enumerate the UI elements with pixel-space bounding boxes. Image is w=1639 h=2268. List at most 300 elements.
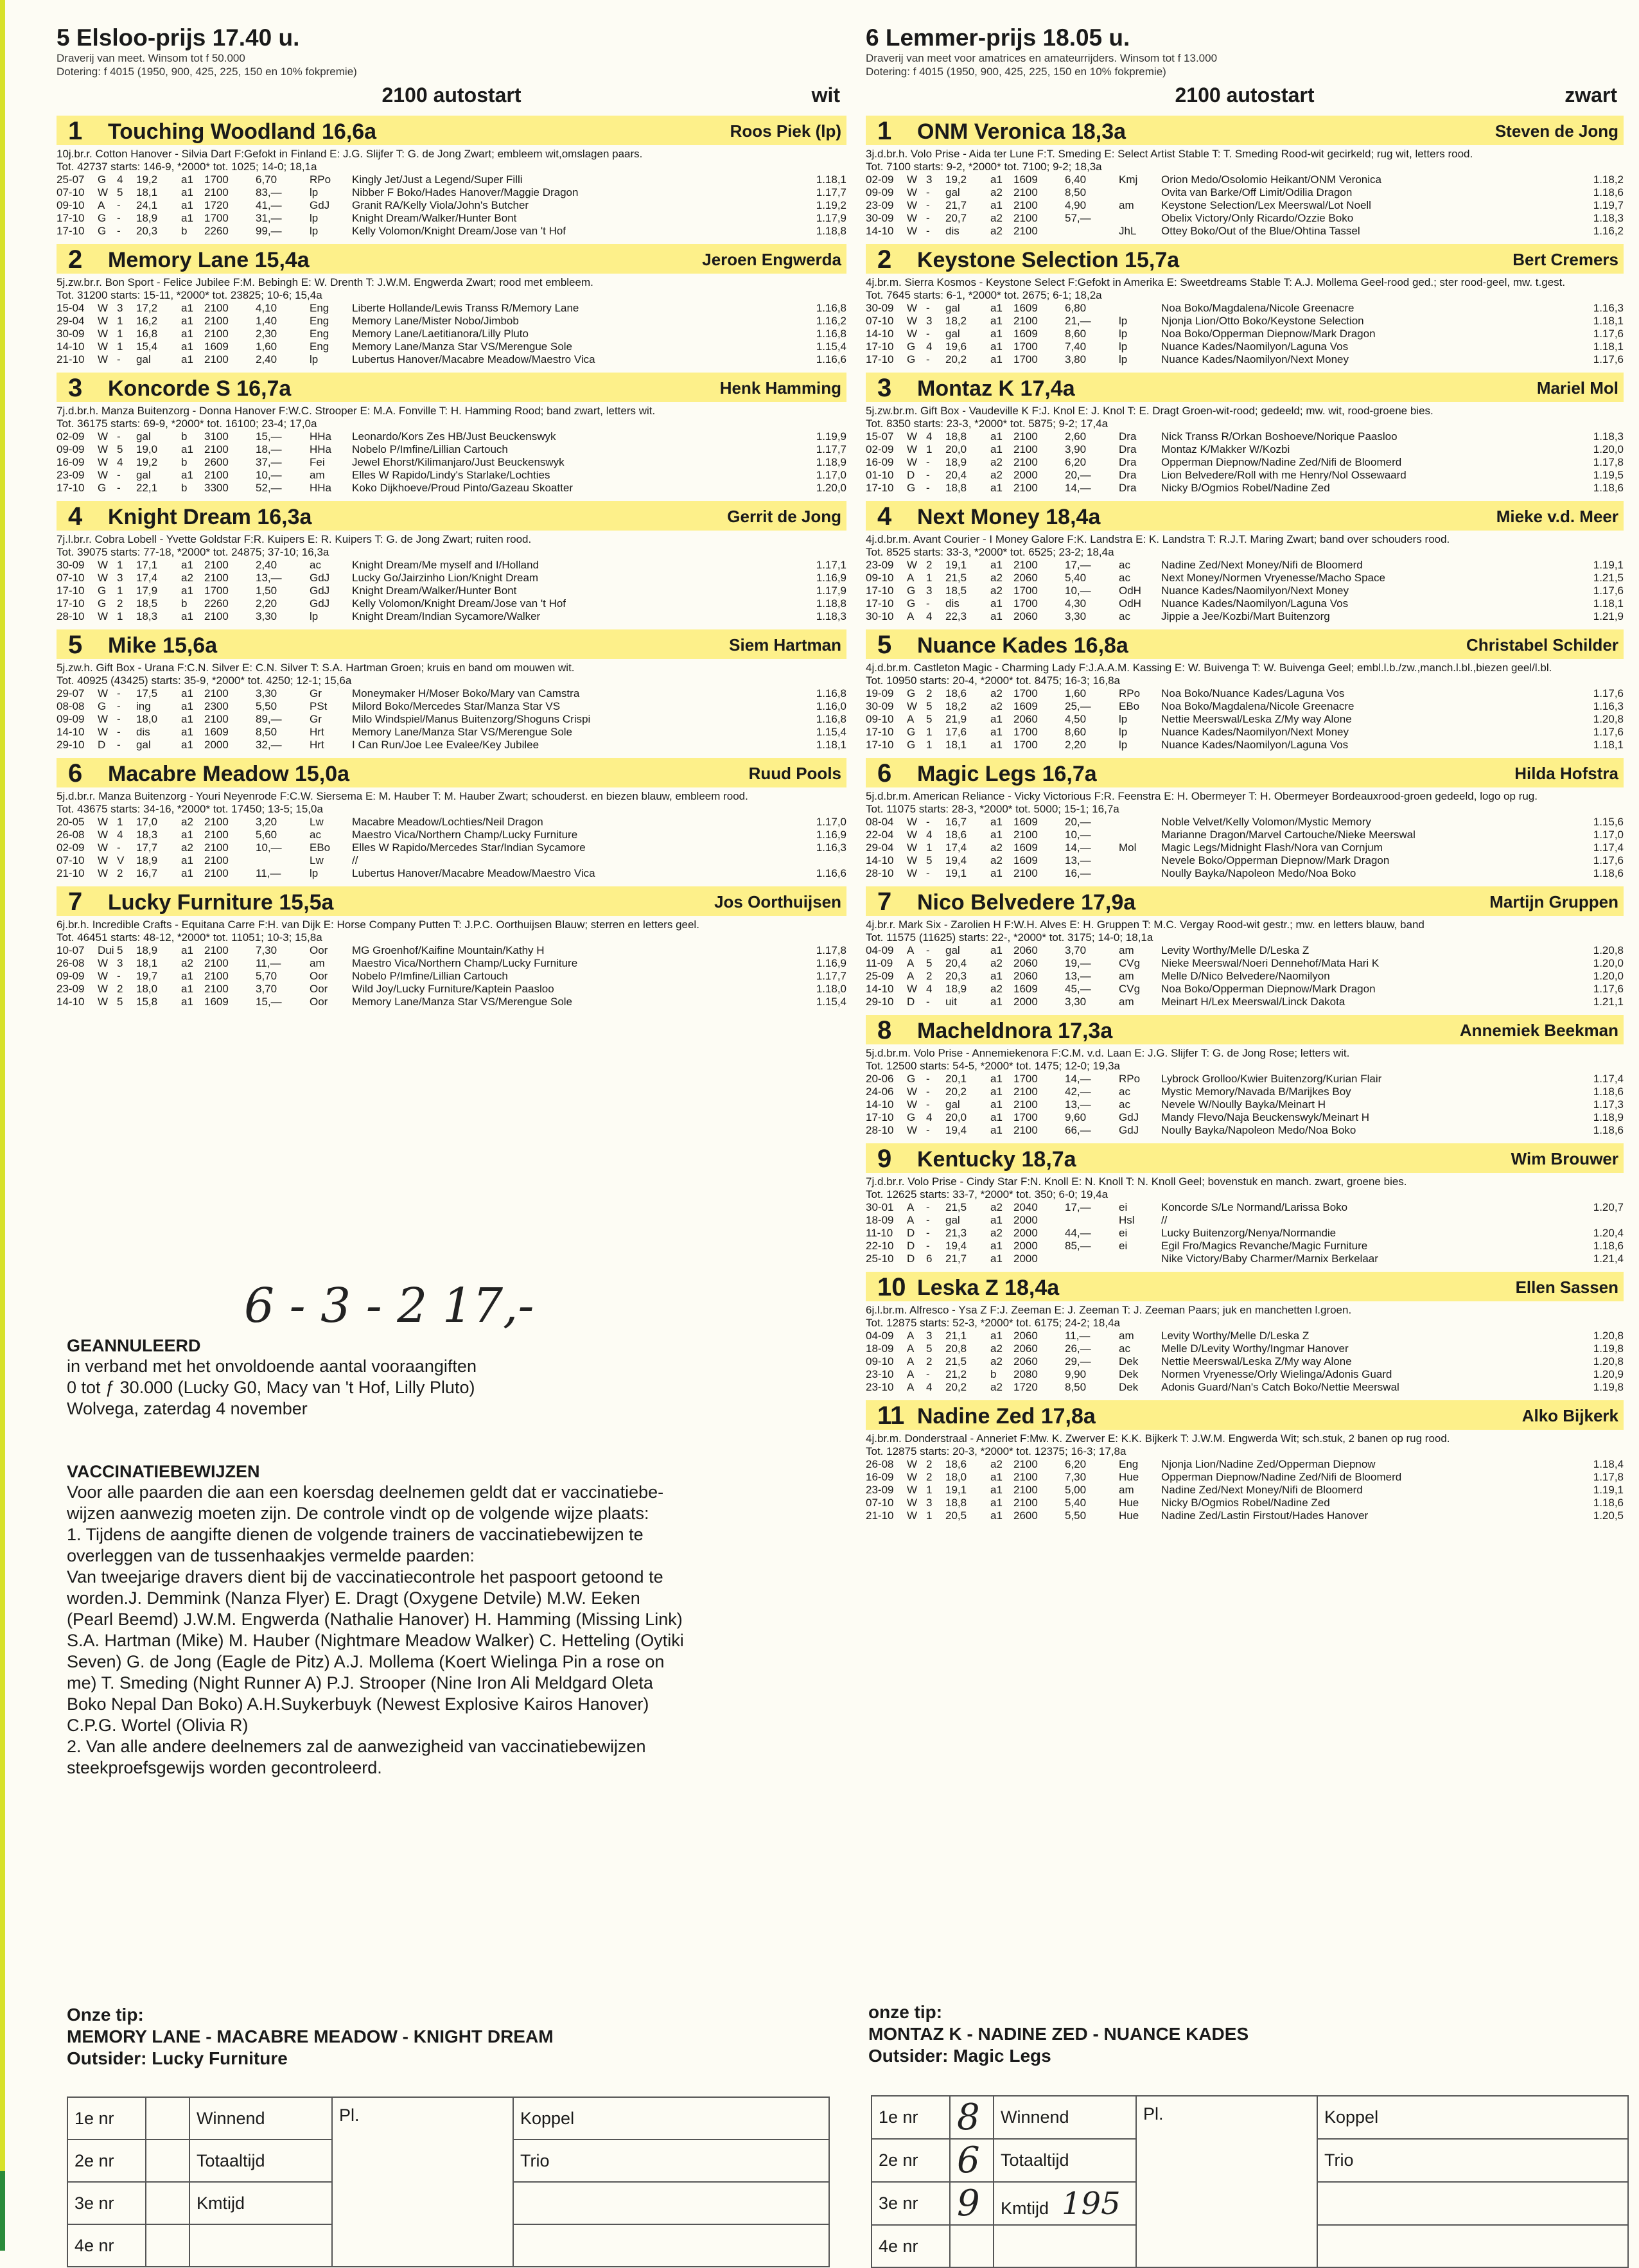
result-driver: Dra	[1119, 430, 1137, 443]
result-record: 1.17,3	[1593, 1098, 1624, 1111]
result-track: W	[98, 841, 109, 854]
result-time: 18,9	[945, 983, 967, 995]
table-row	[57, 867, 846, 880]
result-driver: ac	[1119, 572, 1130, 584]
result-record: 1.19,8	[1593, 1381, 1624, 1393]
handwritten-number: 9	[957, 2183, 980, 2224]
result-time: 18,5	[136, 597, 158, 610]
result-record: 1.18,1	[1593, 597, 1624, 610]
result-record: 1.18,9	[1593, 1111, 1624, 1123]
result-date: 22-10	[866, 1240, 894, 1252]
result-place: 5	[926, 957, 933, 969]
result-odds: 5,50	[1065, 1509, 1087, 1522]
result-driver: lp	[1119, 315, 1128, 327]
result-podium: Nicky B/Ogmios Robel/Nadine Zed	[1161, 1497, 1330, 1509]
grid-cell-nr	[67, 2140, 146, 2182]
result-distance: 2100	[1013, 1458, 1038, 1470]
table-row	[866, 816, 1624, 829]
result-date: 23-10	[866, 1381, 894, 1393]
result-date: 07-10	[57, 854, 85, 866]
tip-heading: onze tip:	[868, 2002, 943, 2022]
result-place: 1	[117, 340, 123, 353]
table-row	[866, 1214, 1624, 1227]
result-place: -	[117, 739, 121, 751]
result-distance: 1700	[1013, 726, 1038, 738]
table-row	[866, 957, 1624, 970]
result-start: a2	[181, 816, 193, 828]
result-record: 1.16,9	[816, 957, 846, 969]
result-record: 1.20,7	[1593, 1201, 1624, 1213]
horse-number: 1	[877, 117, 892, 145]
result-date: 26-08	[866, 1458, 894, 1470]
result-time: 18,6	[945, 1458, 967, 1470]
result-date: 30-09	[866, 302, 894, 314]
result-track: A	[907, 572, 915, 584]
result-track: W	[907, 841, 918, 854]
result-odds: 10,—	[256, 841, 282, 854]
result-time: gal	[945, 1098, 960, 1111]
result-distance: 2100	[1013, 1098, 1038, 1111]
table-row	[866, 829, 1624, 841]
result-track: W	[98, 996, 109, 1008]
result-driver: Dra	[1119, 443, 1137, 455]
results-table	[866, 559, 1624, 623]
result-place: 1	[117, 559, 123, 571]
result-podium: Adonis Guard/Nan's Catch Boko/Nettie Meerswal	[1161, 1381, 1399, 1393]
driver-name: Gerrit de Jong	[727, 507, 841, 526]
result-date: 09-10	[57, 199, 85, 211]
result-start: a2	[990, 585, 1003, 597]
result-place: 6	[926, 1253, 933, 1265]
result-track: W	[907, 816, 918, 828]
result-driver	[1119, 186, 1161, 199]
result-time: 20,2	[945, 353, 967, 365]
result-time: 18,6	[945, 687, 967, 699]
result-grid-left	[67, 2097, 830, 2267]
result-record: 1.17,6	[1593, 353, 1624, 365]
table-row	[866, 970, 1624, 983]
result-start: a1	[181, 996, 193, 1008]
result-time: dis	[945, 597, 960, 610]
result-distance: 2100	[204, 854, 229, 866]
result-podium: Maestro Vica/Northern Champ/Lucky Furniture	[352, 829, 578, 841]
result-distance: 2100	[204, 469, 229, 481]
result-driver	[1119, 867, 1161, 880]
table-row	[57, 597, 846, 610]
result-distance: 1609	[204, 996, 229, 1008]
result-record: 1.16,3	[816, 841, 846, 854]
result-driver: am	[310, 957, 325, 969]
result-time: 18,8	[945, 1497, 967, 1509]
result-record: 1.18,3	[1593, 430, 1624, 443]
result-start: a1	[181, 983, 193, 995]
table-row	[866, 1368, 1624, 1381]
grid-cell-hand	[146, 2224, 189, 2267]
result-record	[789, 854, 846, 867]
result-distance: 2100	[1013, 867, 1038, 879]
result-place: -	[926, 1214, 930, 1226]
horse-entry	[866, 629, 1624, 752]
result-distance: 2100	[204, 572, 229, 584]
grid-cell-bet	[189, 2224, 332, 2267]
result-distance: 1700	[204, 585, 229, 597]
result-track: W	[98, 687, 109, 699]
result-distance: 2100	[204, 970, 229, 982]
result-time: gal	[136, 430, 151, 443]
result-place: -	[926, 212, 930, 224]
result-record: 1.18,8	[816, 225, 846, 237]
result-odds: 10,—	[1065, 829, 1091, 841]
grid-trio-label: Trio	[1324, 2150, 1354, 2170]
grid-row	[67, 2097, 829, 2140]
result-track: W	[907, 1484, 918, 1496]
result-start: a1	[990, 713, 1003, 725]
result-distance: 1700	[204, 212, 229, 224]
result-distance: 1609	[1013, 816, 1038, 828]
result-date: 29-04	[57, 315, 85, 327]
result-odds	[1065, 1214, 1119, 1227]
result-track: A	[907, 1201, 915, 1213]
table-row	[866, 983, 1624, 996]
table-row	[57, 829, 846, 841]
result-podium: Maestro Vica/Northern Champ/Lucky Furniture	[352, 957, 578, 969]
result-date: 07-10	[57, 572, 85, 584]
result-odds: 14,—	[1065, 841, 1091, 854]
result-distance: 3300	[204, 482, 229, 494]
grid-row	[872, 2096, 1628, 2139]
result-record: 1.17,8	[1593, 1471, 1624, 1483]
result-record: 1.18,6	[1593, 1086, 1624, 1098]
result-time: 19,4	[945, 1240, 967, 1252]
result-date: 15-07	[866, 430, 894, 443]
grid-cell-extra	[1317, 2139, 1628, 2182]
grid-cell-hand	[146, 2097, 189, 2140]
result-place: 5	[117, 186, 123, 198]
result-time: 20,4	[945, 469, 967, 481]
notice-body	[67, 1482, 825, 1779]
grid-koppel-label: Koppel	[1324, 2107, 1379, 2127]
result-date: 23-09	[57, 983, 85, 995]
result-record: 1.16,6	[816, 353, 846, 365]
grid-cell-extra	[1317, 2096, 1628, 2139]
result-place: 4	[117, 829, 123, 841]
result-podium: Nuance Kades/Naomilyon/Next Money	[1161, 726, 1349, 738]
result-date: 26-08	[57, 829, 85, 841]
result-date: 28-10	[866, 867, 894, 879]
result-record: 1.17,8	[816, 944, 846, 956]
handwritten-number: 6	[957, 2140, 980, 2181]
result-podium: Melle D/Nico Belvedere/Naomilyon	[1161, 970, 1330, 982]
result-date: 24-06	[866, 1086, 894, 1098]
result-time: 20,3	[136, 225, 158, 237]
result-date: 14-10	[866, 983, 894, 995]
result-track: W	[907, 867, 918, 879]
driver-name: Hilda Hofstra	[1514, 764, 1618, 783]
result-distance: 2100	[1013, 1471, 1038, 1483]
result-odds: 5,50	[256, 700, 277, 712]
table-row	[866, 212, 1624, 225]
table-row	[866, 315, 1624, 328]
result-distance: 2100	[204, 944, 229, 956]
result-date: 17-10	[57, 597, 85, 610]
result-place: -	[926, 199, 930, 211]
grid-bet-label: Kmtijd	[1001, 2198, 1049, 2218]
result-record: 1.18,1	[1593, 315, 1624, 327]
table-row	[57, 456, 846, 469]
result-start: a2	[990, 456, 1003, 468]
result-driver: lp	[1119, 340, 1128, 353]
result-place: 4	[117, 456, 123, 468]
result-driver: Hrt	[310, 726, 324, 738]
result-track: W	[907, 430, 918, 443]
results-table	[57, 944, 846, 1008]
result-time: 19,1	[945, 1484, 967, 1496]
result-odds: 3,70	[1065, 944, 1087, 956]
notice-line: 1. Tijdens de aangifte dienen de volgende trainers de vaccinatiebewijzen te	[67, 1525, 644, 1544]
result-driver: ac	[310, 559, 321, 571]
grid-cell-nr	[872, 2139, 950, 2182]
horse-pedigree: 3j.d.br.h. Volo Prise - Aida ter Lune F:T. Smeding E: Select Artist Stable T: T. Smeding Rood-wit gecirkeld; rug wit, letters rood.	[866, 148, 1473, 160]
race-subtitle: Draverij van meet. Winsom tot f 50.000	[57, 52, 245, 64]
result-date: 30-09	[57, 328, 85, 340]
result-time: uit	[945, 996, 957, 1008]
result-odds: 6,70	[256, 173, 277, 186]
result-start: a1	[181, 186, 193, 198]
result-driver: lp	[1119, 328, 1128, 340]
grid-cell-bet	[994, 2139, 1136, 2182]
result-time: 21,9	[945, 713, 967, 725]
result-distance: 2100	[1013, 199, 1038, 211]
horse-pedigree: 5j.d.br.m. American Reliance - Vicky Victorious F:R. Feenstra E: H. Obermeyer T: H. Obermeyer Bordeauxrood-groen gedeeld, logo op rug.	[866, 790, 1538, 802]
result-track: W	[907, 700, 918, 712]
table-row	[57, 482, 846, 495]
result-distance: 1700	[1013, 585, 1038, 597]
horse-name: Macabre Meadow 15,0a	[108, 762, 350, 786]
horse-header	[866, 758, 1624, 787]
horse-pedigree: 6j.l.br.m. Alfresco - Ysa Z F:J. Zeeman E: J. Zeeman T: J. Zeeman Paars; juk en manchetten l.groen.	[866, 1304, 1352, 1316]
result-odds: 8,50	[1065, 186, 1087, 198]
horse-name: Kentucky 18,7a	[917, 1147, 1076, 1172]
result-odds: 8,60	[1065, 328, 1087, 340]
result-start: a1	[181, 353, 193, 365]
horse-list	[57, 116, 846, 1008]
results-table	[866, 1201, 1624, 1265]
result-place: -	[926, 1073, 930, 1085]
result-record: 1.20,0	[1593, 970, 1624, 982]
result-place: -	[117, 687, 121, 699]
horse-entry	[57, 373, 846, 495]
table-row	[866, 443, 1624, 456]
results-table	[866, 1073, 1624, 1137]
result-date: 26-08	[57, 957, 85, 969]
grid-cell-bet	[994, 2182, 1136, 2225]
result-driver: Dek	[1119, 1368, 1139, 1380]
result-time: 21,3	[945, 1227, 967, 1239]
table-row	[866, 867, 1624, 880]
result-podium: Nobelo P/Imfine/Lillian Cartouch	[352, 970, 508, 982]
result-record: 1.17,9	[816, 585, 846, 597]
grid-bet-label: Kmtijd	[197, 2193, 245, 2213]
table-row	[57, 212, 846, 225]
result-odds: 5,40	[1065, 572, 1087, 584]
result-track: D	[907, 996, 915, 1008]
result-odds: 41,—	[256, 199, 282, 211]
result-driver: lp	[310, 212, 319, 224]
result-start: a1	[181, 212, 193, 224]
result-track: A	[907, 1214, 915, 1226]
result-distance: 2100	[204, 302, 229, 314]
result-date: 14-10	[57, 340, 85, 353]
result-start: b	[181, 482, 188, 494]
result-date: 02-09	[57, 430, 85, 443]
result-record: 1.20,0	[816, 482, 846, 494]
result-podium: Macabre Meadow/Lochties/Neil Dragon	[352, 816, 543, 828]
result-track: W	[907, 328, 918, 340]
results-table	[866, 1458, 1624, 1522]
result-podium: Noa Boko/Magdalena/Nicole Greenacre	[1161, 302, 1354, 314]
horse-number: 4	[68, 502, 83, 531]
result-time: 18,3	[136, 829, 158, 841]
table-row	[866, 1124, 1624, 1137]
result-distance: 2060	[1013, 1342, 1038, 1355]
result-record: 1.17,0	[1593, 829, 1624, 841]
horse-name: Montaz K 17,4a	[917, 376, 1075, 401]
result-odds: 3,30	[1065, 610, 1087, 622]
horse-pedigree: 5j.zw.br.r. Bon Sport - Felice Jubilee F:M. Bebingh E: W. Drenth T: J.W.M. Engwerda Zwart; rood met embleem.	[57, 276, 593, 288]
result-odds: 16,—	[1065, 867, 1091, 879]
result-record: 1.18,1	[816, 173, 846, 186]
grid-label: 3e nr	[74, 2193, 114, 2213]
result-date: 21-10	[57, 867, 85, 879]
tip-text: MEMORY LANE - MACABRE MEADOW - KNIGHT DREAM	[67, 2026, 554, 2046]
result-podium: Milord Boko/Mercedes Star/Manza Star VS	[352, 700, 561, 712]
race-color: zwart	[1564, 84, 1617, 107]
result-distance: 3100	[204, 430, 229, 443]
result-date: 02-09	[866, 173, 894, 186]
result-track: W	[98, 829, 109, 841]
result-date: 01-10	[866, 469, 894, 481]
result-start: a1	[990, 1214, 1003, 1226]
result-place: 1	[117, 315, 123, 327]
results-table	[866, 430, 1624, 495]
handwritten-number: 8	[957, 2097, 980, 2138]
result-odds: 42,—	[1065, 1086, 1091, 1098]
result-distance: 2060	[1013, 1330, 1038, 1342]
horse-number: 3	[68, 374, 83, 402]
result-driver: am	[1119, 1330, 1134, 1342]
result-place: 3	[926, 1497, 933, 1509]
result-distance: 2100	[1013, 829, 1038, 841]
result-date: 17-10	[866, 353, 894, 365]
result-track: W	[98, 867, 109, 879]
result-distance: 2100	[204, 328, 229, 340]
race-6-column	[866, 24, 1624, 1522]
result-start: a1	[181, 687, 193, 699]
result-time: 18,9	[136, 212, 158, 224]
horse-stats: Tot. 8525 starts: 33-3, *2000* tot. 6525; 23-2; 18,4a	[866, 546, 1114, 558]
result-place: -	[926, 1086, 930, 1098]
result-time: 19,1	[945, 867, 967, 879]
result-podium: Meinart H/Lex Meerswal/Linck Dakota	[1161, 996, 1345, 1008]
horse-pedigree: 7j.l.br.r. Cobra Lobell - Yvette Goldstar F:R. Kuipers E: R. Kuipers T: G. de Jong Zwart; ruiten rood.	[57, 533, 532, 545]
horse-number: 2	[877, 245, 892, 274]
result-place: -	[926, 225, 930, 237]
result-time: 20,0	[945, 443, 967, 455]
race-dotering: Dotering: f 4015 (1950, 900, 425, 225, 150 en 10% fokpremie)	[866, 66, 1166, 78]
result-podium: //	[1161, 1214, 1168, 1226]
result-date: 09-09	[866, 186, 894, 198]
result-start: a1	[181, 559, 193, 571]
result-start: a2	[990, 186, 1003, 198]
result-track: W	[907, 212, 918, 224]
race-title: 6 Lemmer-prijs 18.05 u.	[866, 24, 1130, 51]
driver-name: Bert Cremers	[1512, 250, 1618, 269]
result-odds: 11,—	[256, 957, 281, 969]
result-driver: ac	[1119, 1342, 1130, 1355]
result-date: 23-09	[866, 559, 894, 571]
result-record: 1.19,2	[816, 199, 846, 211]
result-distance: 1609	[1013, 841, 1038, 854]
result-date: 28-10	[57, 610, 85, 622]
notice-line: Van tweejarige dravers dient bij de vaccinatiecontrole het paspoort getoond te	[67, 1567, 663, 1587]
result-time: 18,1	[136, 186, 158, 198]
grid-cell-nr	[872, 2182, 950, 2225]
result-odds: 4,90	[1065, 199, 1087, 211]
result-time: gal	[945, 1214, 960, 1226]
result-record: 1.18,6	[1593, 1240, 1624, 1252]
result-time: 18,1	[945, 739, 967, 751]
result-podium: Njonja Lion/Otto Boko/Keystone Selection	[1161, 315, 1364, 327]
table-row	[57, 726, 846, 739]
result-record: 1.17,9	[816, 212, 846, 224]
horse-number: 4	[877, 502, 892, 531]
result-start: a2	[990, 1227, 1003, 1239]
result-time: 18,5	[945, 585, 967, 597]
result-date: 29-10	[57, 739, 85, 751]
table-row	[57, 944, 846, 957]
table-row	[866, 1253, 1624, 1265]
result-time: 21,5	[945, 572, 967, 584]
table-row	[866, 1471, 1624, 1484]
result-place: -	[117, 841, 121, 854]
result-distance: 2000	[1013, 1214, 1038, 1226]
horse-header	[866, 1143, 1624, 1173]
table-row	[866, 1484, 1624, 1497]
table-row	[866, 353, 1624, 366]
result-driver: ei	[1119, 1201, 1128, 1213]
result-place: 1	[926, 726, 933, 738]
result-distance: 2000	[1013, 1227, 1038, 1239]
result-time: 20,4	[945, 957, 967, 969]
result-record: 1.18,1	[1593, 739, 1624, 751]
result-start: a1	[181, 713, 193, 725]
result-date: 18-09	[866, 1342, 894, 1355]
result-start: a2	[990, 1381, 1003, 1393]
result-start: a1	[990, 1124, 1003, 1136]
horse-name: Knight Dream 16,3a	[108, 505, 312, 529]
result-time: 16,2	[136, 315, 158, 327]
horse-name: Keystone Selection 15,7a	[917, 248, 1180, 272]
table-row	[866, 469, 1624, 482]
table-row	[866, 854, 1624, 867]
result-record: 1.17,6	[1593, 726, 1624, 738]
result-podium: Melle D/Levity Worthy/Ingmar Hanover	[1161, 1342, 1349, 1355]
table-row	[866, 1240, 1624, 1253]
result-track: W	[98, 328, 109, 340]
result-odds: 3,30	[256, 610, 277, 622]
result-podium: Noully Bayka/Napoleon Medo/Noa Boko	[1161, 1124, 1356, 1136]
horse-entry	[866, 1015, 1624, 1137]
